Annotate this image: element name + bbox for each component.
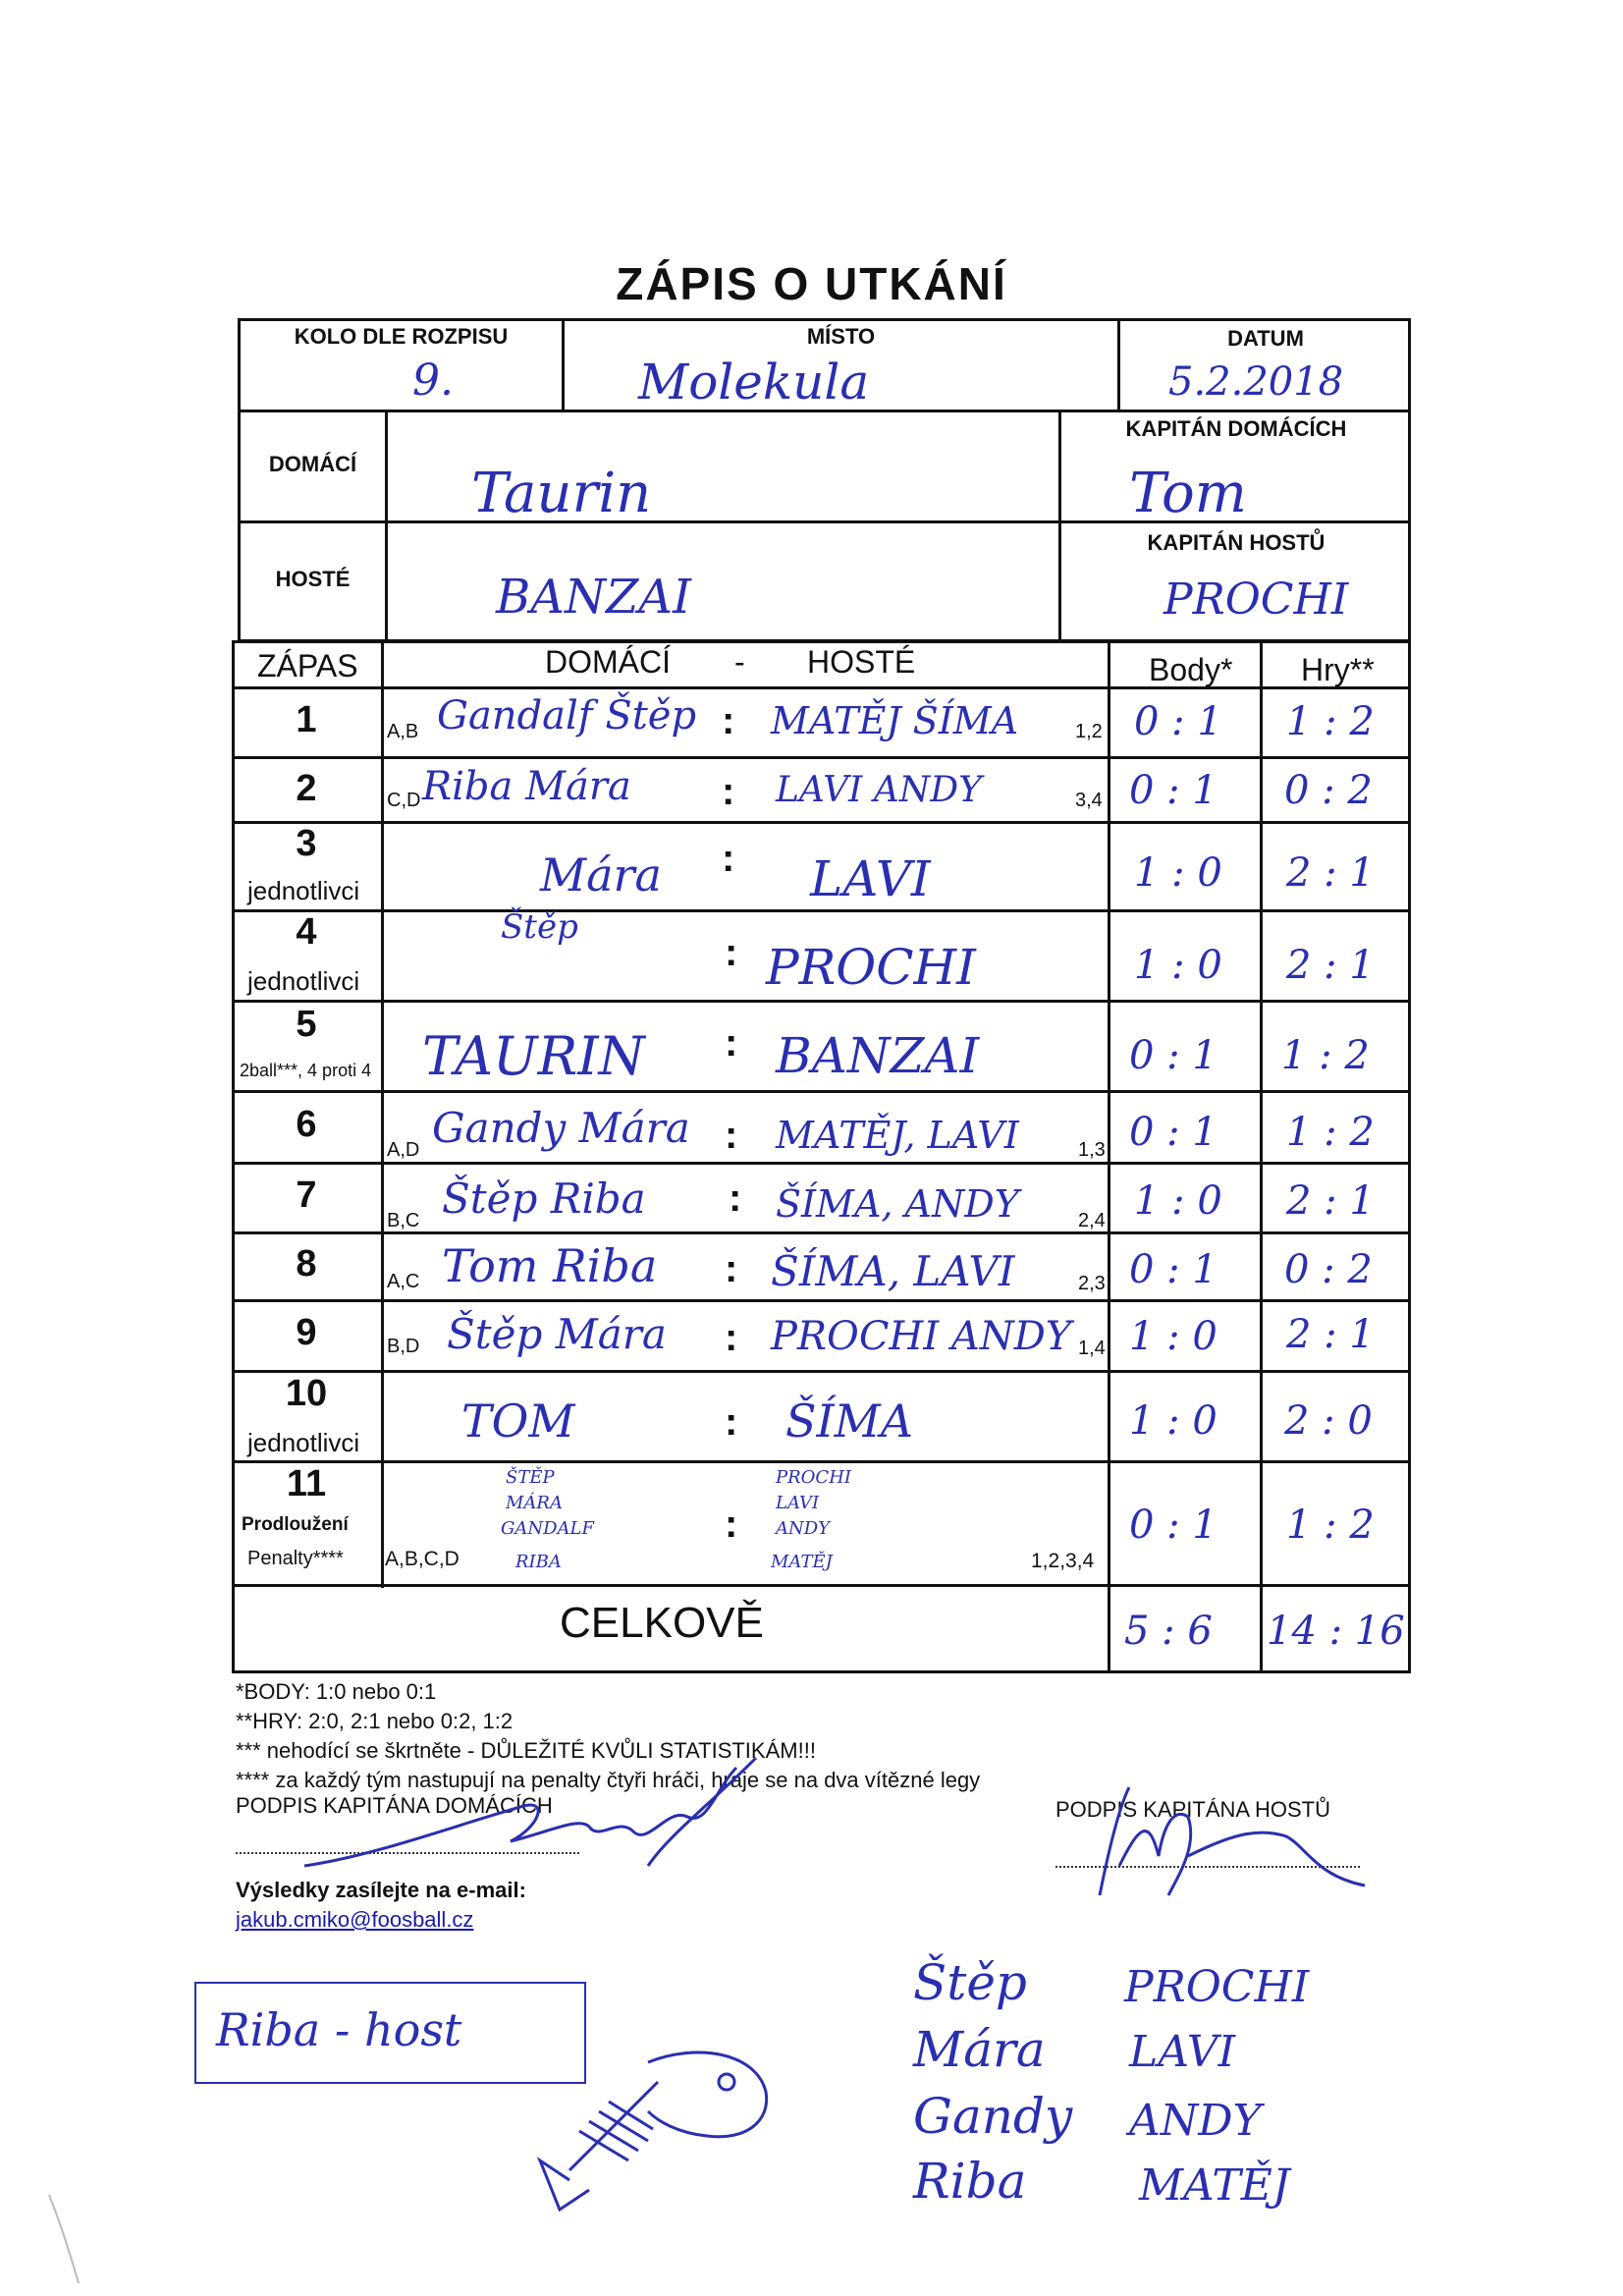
match-colon: :	[729, 1176, 742, 1220]
match-number: 4	[296, 911, 317, 953]
kap-host-value: PROCHI	[1163, 574, 1349, 625]
divider	[1058, 410, 1061, 642]
hry-score: 2 : 1	[1286, 1178, 1375, 1224]
match-colon: :	[725, 1021, 738, 1065]
domaci-label: DOMÁCÍ	[268, 452, 357, 476]
hry-score: 1 : 2	[1286, 1110, 1375, 1155]
away-players: BANZAI	[776, 1027, 980, 1084]
match-number: 9	[296, 1312, 317, 1353]
away-position: 1,2	[1075, 721, 1103, 742]
away-players: LAVI ANDY	[776, 770, 982, 810]
home-players: Gandy Mára	[432, 1104, 690, 1152]
hoste-value: BANZAI	[496, 570, 691, 625]
hry-score: 2 : 1	[1286, 850, 1375, 896]
away-position: 2,3	[1078, 1273, 1106, 1294]
hry-score: 1 : 2	[1286, 1503, 1375, 1548]
row-divider	[232, 1370, 1411, 1373]
match-number: 5	[296, 1004, 317, 1045]
home-player: RIBA	[515, 1552, 562, 1572]
match-colon: :	[725, 1400, 738, 1444]
match-colon: :	[725, 1503, 738, 1546]
hry-score: 2 : 0	[1284, 1398, 1373, 1444]
row-divider	[232, 756, 1411, 759]
body-score: 1 : 0	[1129, 1314, 1217, 1359]
home-list-item: Štěp	[913, 1954, 1027, 2011]
body-score: 1 : 0	[1134, 1178, 1222, 1224]
match-type: jednotlivci	[247, 966, 360, 996]
home-players: Gandalf Štěp	[437, 693, 697, 738]
away-players: PROCHI	[766, 939, 976, 996]
home-position: C,D	[387, 790, 421, 811]
body-score: 0 : 1	[1129, 1247, 1217, 1292]
col-dash: -	[734, 644, 745, 680]
hry-score: 0 : 2	[1284, 1247, 1373, 1292]
misto-value: Molekula	[638, 354, 870, 410]
note-box-text: Riba - host	[216, 2003, 462, 2056]
match-type: Penalty****	[247, 1548, 344, 1569]
fish-sketch-icon	[530, 2023, 785, 2219]
home-list-item: Mára	[913, 2021, 1046, 2078]
home-players: Mára	[540, 848, 662, 902]
hry-score: 1 : 2	[1286, 699, 1375, 744]
total-body: 5 : 6	[1124, 1609, 1213, 1654]
kolo-value: 9.	[412, 355, 454, 406]
row-divider	[232, 1000, 1411, 1003]
home-position: B,C	[387, 1210, 420, 1231]
note-body: *BODY: 1:0 nebo 0:1	[236, 1679, 437, 1704]
away-list-item: LAVI	[1129, 2027, 1235, 2077]
away-players: PROCHI ANDY	[771, 1314, 1072, 1359]
match-colon: :	[725, 1114, 738, 1157]
away-players: MATĚJ ŠÍMA	[771, 699, 1019, 742]
away-player: ANDY	[776, 1518, 831, 1539]
row-divider	[232, 1162, 1411, 1165]
col-domaci-header: DOMÁCÍ	[545, 644, 671, 680]
hry-score: 1 : 2	[1281, 1033, 1370, 1078]
home-player: ŠTĚP	[506, 1467, 555, 1488]
away-player: LAVI	[776, 1493, 820, 1513]
body-score: 1 : 0	[1129, 1398, 1217, 1444]
home-list-item: Riba	[913, 2153, 1027, 2210]
home-position: A,C	[387, 1271, 420, 1292]
match-number: 6	[296, 1104, 317, 1145]
page-title: ZÁPIS O UTKÁNÍ	[616, 258, 1007, 309]
away-position: 2,4	[1078, 1210, 1106, 1231]
col-divider	[1108, 640, 1110, 1673]
col-zapas-header: ZÁPAS	[257, 648, 358, 683]
match-colon: :	[725, 1316, 738, 1359]
away-players: LAVI	[810, 850, 931, 907]
home-players: TOM	[461, 1394, 575, 1448]
home-player: GANDALF	[501, 1518, 595, 1539]
hry-score: 2 : 1	[1286, 943, 1375, 988]
away-position: 1,4	[1078, 1338, 1106, 1359]
away-position: 1,2,3,4	[1031, 1550, 1095, 1572]
body-score: 1 : 0	[1134, 850, 1222, 896]
kolo-label: KOLO DLE ROZPISU	[294, 324, 509, 349]
match-type: Prodloužení	[242, 1514, 349, 1535]
home-position: A,B,C,D	[385, 1548, 460, 1570]
note-penalty: **** za každý tým nastupují na penalty čtyři hráči, hraje se na dva vítězné legy	[236, 1768, 981, 1792]
body-score: 0 : 1	[1129, 1110, 1217, 1155]
home-position: B,D	[387, 1336, 420, 1357]
home-players: Štěp Riba	[442, 1175, 646, 1223]
home-players: Štěp Mára	[447, 1310, 667, 1358]
sig-away-label: PODPIS KAPITÁNA HOSTŮ	[1055, 1797, 1330, 1822]
body-score: 0 : 1	[1129, 1033, 1217, 1078]
divider	[385, 410, 388, 642]
home-player: MÁRA	[506, 1493, 563, 1513]
body-score: 0 : 1	[1134, 699, 1222, 744]
away-player: MATĚJ	[771, 1552, 833, 1572]
match-number: 10	[285, 1373, 328, 1414]
home-position: A,D	[387, 1139, 420, 1161]
col-body-header: Body*	[1149, 652, 1233, 687]
note-strike: *** nehodící se škrtněte - DŮLEŽITÉ KVŮLI STATISTIKÁM!!!	[236, 1738, 816, 1763]
match-colon: :	[722, 837, 735, 880]
match-number: 8	[296, 1243, 317, 1285]
datum-value: 5.2.2018	[1168, 359, 1344, 405]
home-players: Štěp	[501, 907, 578, 947]
match-number: 11	[286, 1463, 327, 1504]
row-divider	[232, 1090, 1411, 1093]
away-players: ŠÍMA, ANDY	[776, 1182, 1019, 1226]
kap-host-label: KAPITÁN HOSTŮ	[1147, 530, 1325, 555]
scan-mark	[39, 2190, 98, 2288]
row-divider	[232, 686, 1411, 689]
away-list-item: MATĚJ	[1139, 2160, 1290, 2211]
hry-score: 0 : 2	[1284, 768, 1373, 813]
total-hry: 14 : 16	[1267, 1609, 1405, 1654]
results-label: Výsledky zasílejte na e-mail:	[236, 1878, 526, 1902]
datum-label: DATUM	[1227, 326, 1304, 351]
kap-dom-label: KAPITÁN DOMÁCÍCH	[1125, 416, 1347, 441]
body-score: 0 : 1	[1129, 1503, 1217, 1548]
col-hry-header: Hry**	[1301, 652, 1375, 687]
row-divider	[232, 909, 1411, 912]
match-colon: :	[722, 699, 735, 742]
match-number: 2	[296, 768, 317, 809]
domaci-value: Taurin	[471, 462, 652, 525]
match-type: 2ball***, 4 proti 4	[240, 1061, 372, 1080]
away-players: ŠÍMA	[785, 1394, 914, 1448]
match-colon: :	[725, 1247, 738, 1290]
match-number: 1	[296, 699, 317, 740]
match-type: jednotlivci	[247, 1428, 360, 1457]
body-score: 1 : 0	[1134, 943, 1222, 988]
hry-score: 2 : 1	[1286, 1312, 1375, 1357]
away-players: MATĚJ, LAVI	[776, 1114, 1019, 1157]
match-colon: :	[722, 770, 735, 813]
kap-dom-value: Tom	[1129, 462, 1247, 525]
body-score: 0 : 1	[1129, 768, 1217, 813]
match-colon: :	[725, 931, 738, 974]
email-link[interactable]: jakub.cmiko@foosball.cz	[236, 1907, 474, 1932]
row-divider	[232, 821, 1411, 824]
home-players: TAURIN	[422, 1025, 645, 1087]
home-list-item: Gandy	[913, 2088, 1073, 2145]
total-label: CELKOVĚ	[560, 1599, 764, 1647]
home-players: Tom Riba	[442, 1239, 658, 1292]
hoste-label: HOSTÉ	[275, 567, 351, 591]
col-divider	[1260, 640, 1263, 1673]
away-position: 3,4	[1075, 790, 1103, 811]
row-divider	[232, 1299, 1411, 1302]
sig-home-label: PODPIS KAPITÁNA DOMÁCÍCH	[236, 1793, 553, 1818]
home-players: Riba Mára	[422, 764, 631, 809]
match-number: 3	[296, 823, 317, 864]
away-list-item: ANDY	[1129, 2096, 1262, 2146]
col-divider	[381, 640, 384, 1588]
misto-label: MÍSTO	[806, 324, 876, 349]
away-position: 1,3	[1078, 1139, 1106, 1161]
home-position: A,B	[387, 721, 419, 742]
away-players: ŠÍMA, LAVI	[771, 1247, 1015, 1295]
match-number: 7	[296, 1175, 317, 1216]
note-hry: **HRY: 2:0, 2:1 nebo 0:2, 1:2	[236, 1709, 514, 1733]
away-signature	[1080, 1768, 1375, 1915]
col-hoste-header: HOSTÉ	[807, 644, 916, 680]
away-player: PROCHI	[776, 1467, 852, 1488]
row-divider	[232, 1460, 1411, 1463]
home-signature	[295, 1748, 766, 1905]
away-list-item: PROCHI	[1124, 1962, 1310, 2012]
match-type: jednotlivci	[247, 876, 360, 905]
row-divider	[232, 1584, 1411, 1587]
